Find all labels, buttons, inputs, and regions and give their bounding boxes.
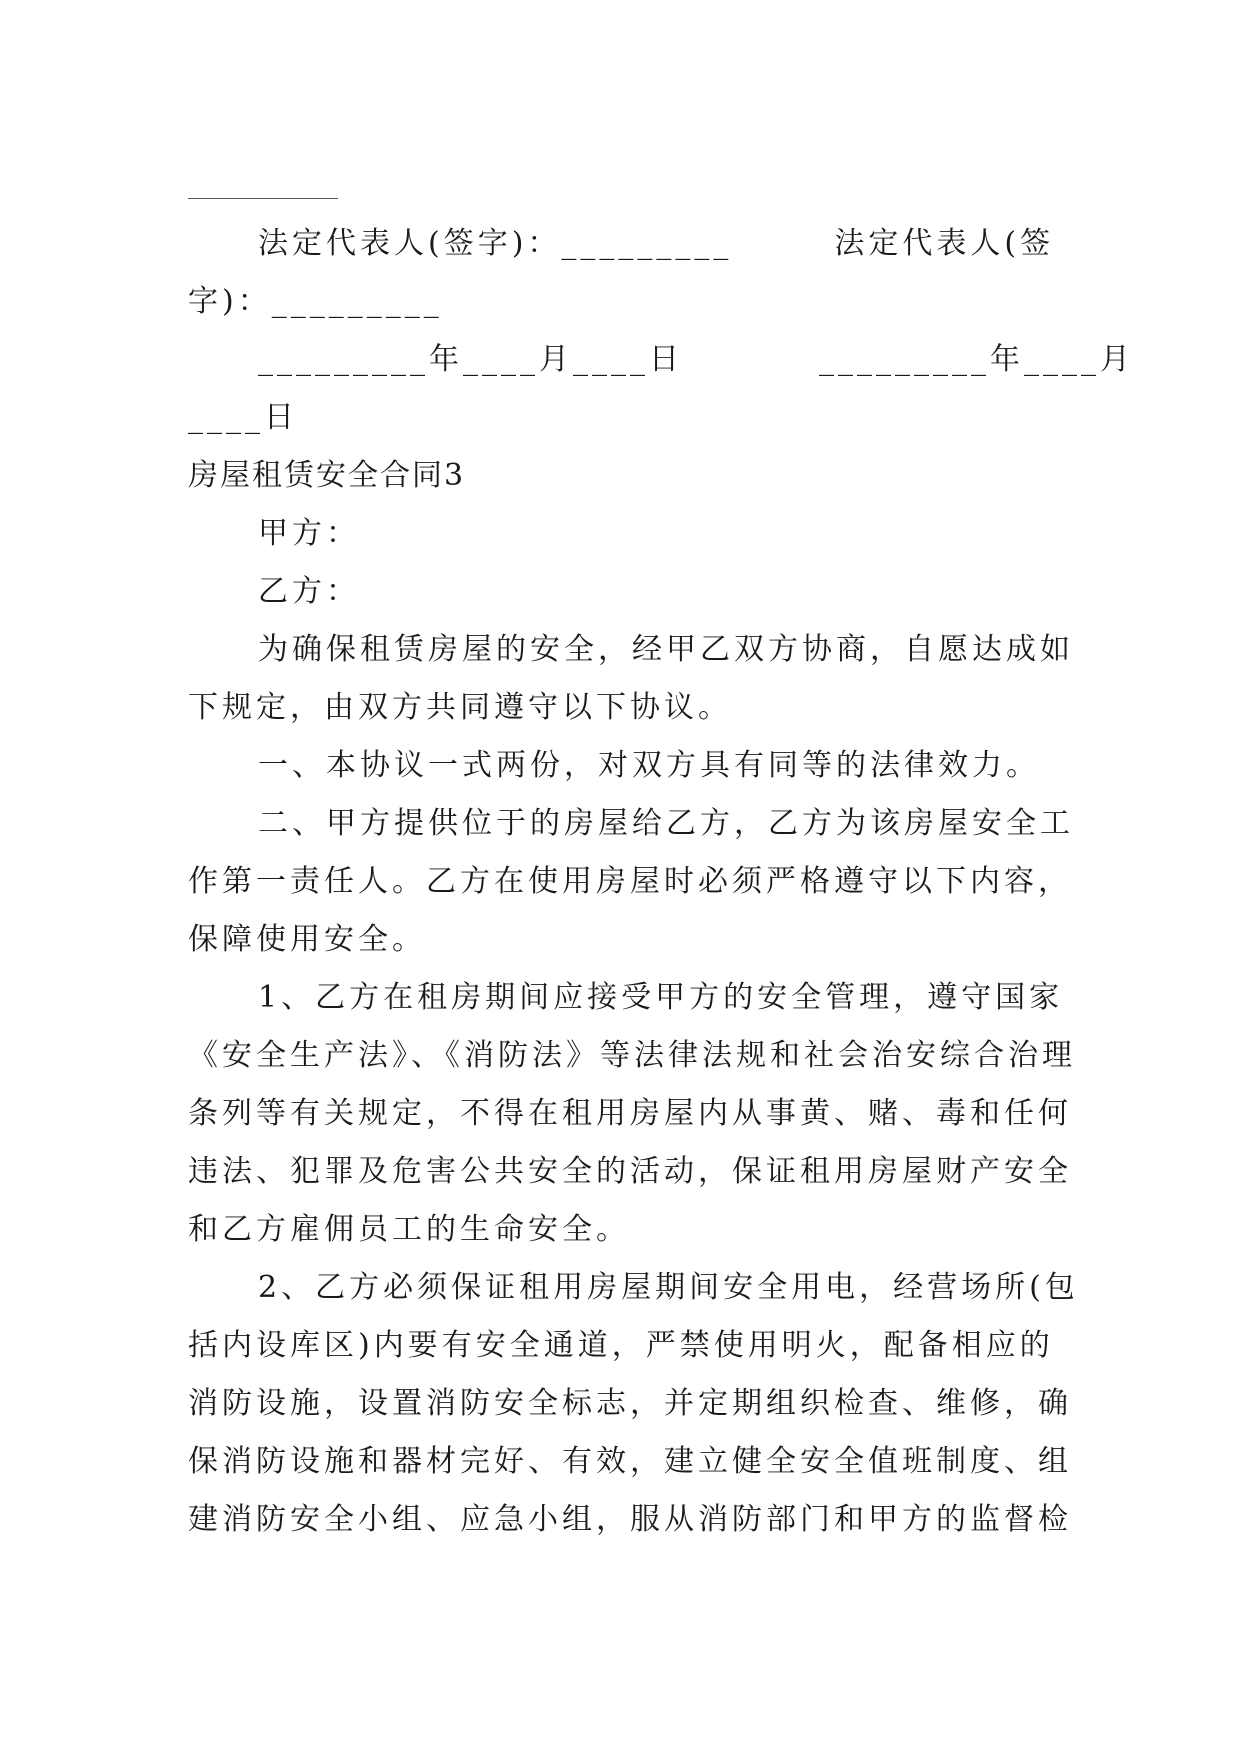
contract-title: 房屋租赁安全合同3 bbox=[188, 458, 466, 493]
date-line-cont: ____日 bbox=[188, 400, 298, 435]
paragraph-line: 一、本协议一式两份，对双方具有同等的法律效力。 bbox=[258, 748, 1040, 783]
paragraph-line: 1、乙方在租房期间应接受甲方的安全管理，遵守国家 bbox=[258, 980, 1064, 1015]
paragraph-line: 2、乙方必须保证租用房屋期间安全用电，经营场所(包 bbox=[258, 1270, 1079, 1305]
paragraph-line: 条列等有关规定，不得在租用房屋内从事黄、赌、毒和任何 bbox=[188, 1096, 1072, 1131]
paragraph-line: 建消防安全小组、应急小组，服从消防部门和甲方的监督检 bbox=[188, 1502, 1072, 1537]
paragraph-line: 违法、犯罪及危害公共安全的活动，保证租用房屋财产安全 bbox=[188, 1154, 1072, 1189]
signature-underline bbox=[188, 198, 338, 199]
paragraph-line: 括内设库区)内要有安全通道，严禁使用明火，配备相应的 bbox=[188, 1328, 1054, 1363]
paragraph-line: 作第一责任人。乙方在使用房屋时必须严格遵守以下内容， bbox=[188, 864, 1072, 899]
party-b: 乙方： bbox=[258, 574, 360, 609]
date-line: _________年____月____日 _________年____月 bbox=[258, 342, 1134, 377]
paragraph-line: 《安全生产法》、《消防法》等法律法规和社会治安综合治理 bbox=[188, 1038, 1076, 1073]
paragraph-line: 保消防设施和器材完好、有效，建立健全安全值班制度、组 bbox=[188, 1444, 1072, 1479]
paragraph-line: 消防设施，设置消防安全标志，并定期组织检查、维修，确 bbox=[188, 1386, 1072, 1421]
paragraph-line: 保障使用安全。 bbox=[188, 922, 426, 957]
paragraph-line: 下规定，由双方共同遵守以下协议。 bbox=[188, 690, 732, 725]
paragraph-line: 和乙方雇佣员工的生命安全。 bbox=[188, 1212, 630, 1247]
paragraph-line: 为确保租赁房屋的安全，经甲乙双方协商，自愿达成如 bbox=[258, 632, 1074, 667]
signature-line: 法定代表人(签字)：_________ 法定代表人(签 bbox=[258, 226, 1055, 261]
party-a: 甲方： bbox=[258, 516, 360, 551]
signature-line-cont: 字)：_________ bbox=[188, 284, 443, 319]
paragraph-line: 二、甲方提供位于的房屋给乙方，乙方为该房屋安全工 bbox=[258, 806, 1074, 841]
